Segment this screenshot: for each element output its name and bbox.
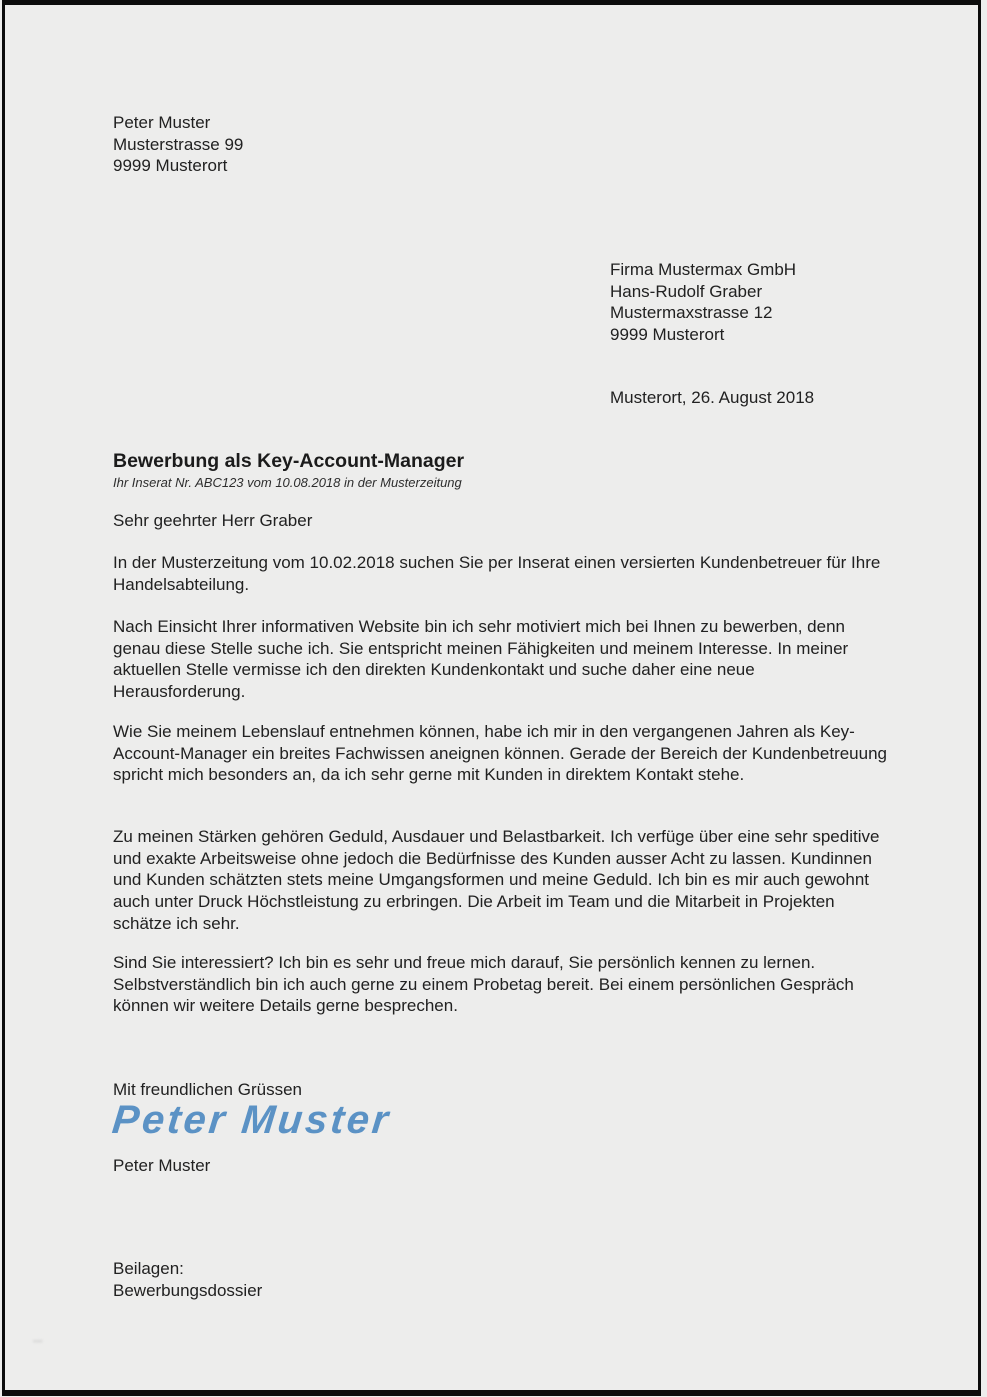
subject-line: Bewerbung als Key-Account-Manager xyxy=(113,450,465,472)
recipient-street: Mustermaxstrasse 12 xyxy=(610,303,773,323)
sender-name: Peter Muster xyxy=(113,113,211,132)
corner-watermark-smudge: ▪▪▪ xyxy=(33,1337,43,1346)
enclosure-item: Bewerbungsdossier xyxy=(113,1280,263,1300)
body-paragraph-3: Wie Sie meinem Lebenslauf entnehmen können, habe ich mir in den vergangenen Jahren als Key-Account-Manager ein breites Fachwissen aneignen können. Gerade der Bereich der Kundenbetreuung spricht mich besonders an, da ich sehr gerne mit Kunden in direktem Kontakt stehe. xyxy=(113,722,887,785)
place-and-date: Musterort, 26. August 2018 xyxy=(610,388,815,407)
body-paragraph-5: Sind Sie interessiert? Ich bin es sehr und freue mich darauf, Sie persönlich kennen zu lernen. Selbstverständlich bin ich auch gerne zu einem Probetag bereit. Bei einem persönlichen Gespräch können wir weitere Details gerne besprechen. xyxy=(113,953,854,1016)
enclosures-block xyxy=(113,1258,262,1301)
closing-farewell: Mit freundlichen Grüssen xyxy=(113,1080,302,1099)
salutation: Sehr geehrter Herr Graber xyxy=(113,511,313,530)
body-paragraph-1: In der Musterzeitung vom 10.02.2018 suchen Sie per Inserat einen versierten Kundenbetreuer für Ihre Handelsabteilung. xyxy=(113,553,881,594)
recipient-city: 9999 Musterort xyxy=(610,325,725,345)
sender-city: 9999 Musterort xyxy=(113,156,228,176)
typed-signature-name: Peter Muster xyxy=(113,1156,211,1175)
enclosures-label: Beilagen: xyxy=(113,1259,184,1278)
body-paragraph-2: Nach Einsicht Ihrer informativen Website bin ich sehr motiviert mich bei Ihnen zu bewerben, denn genau diese Stelle suche ich. Sie entspricht meinen Fähigkeiten und meinem Interesse. In meiner aktuellen Stelle vermisse ich den direkten Kundenkontakt und suche daher eine neue Herausforderung. xyxy=(113,617,849,702)
recipient-contact: Hans-Rudolf Graber xyxy=(610,281,763,301)
subject-reference-line: Ihr Inserat Nr. ABC123 vom 10.08.2018 in der Musterzeitung xyxy=(113,475,462,490)
sender-address-block xyxy=(113,112,243,177)
sender-street: Musterstrasse 99 xyxy=(113,134,244,154)
recipient-company: Firma Mustermax GmbH xyxy=(610,260,797,279)
recipient-address-block xyxy=(610,259,796,346)
body-paragraph-4: Zu meinen Stärken gehören Geduld, Ausdauer und Belastbarkeit. Ich verfüge über eine sehr speditive und exakte Arbeitsweise ohne jedoch die Bedürfnisse des Kunden ausser Acht zu lassen. Kundinnen und Kunden schätzten stets meine Umgangsformen und meine Geduld. Ich bin es mir auch gewohnt auch unter Druck Höchstleistung zu erbringen. Die Arbeit im Team und die Mitarbeit in Projekten schätze ich sehr. xyxy=(113,827,880,933)
handwritten-signature: Peter Muster xyxy=(110,1098,394,1142)
